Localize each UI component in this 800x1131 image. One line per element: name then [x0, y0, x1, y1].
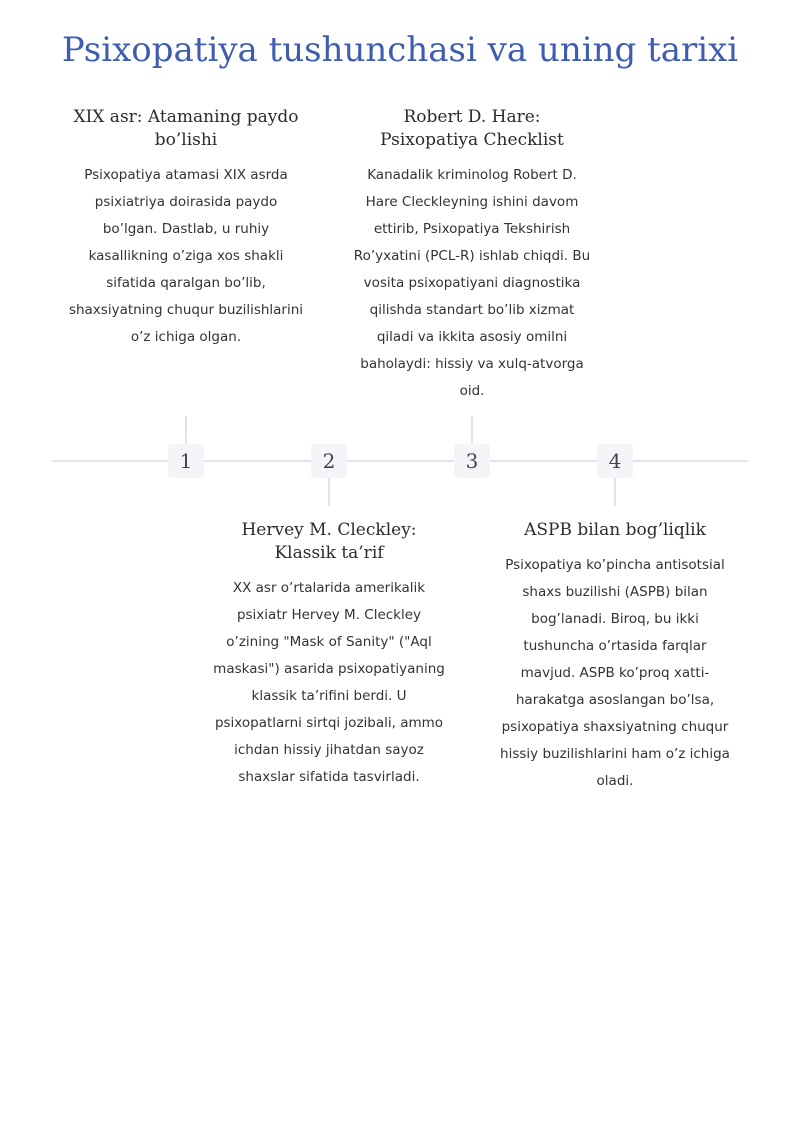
timeline-connector-2: [328, 478, 330, 506]
timeline-marker-2: 2: [311, 444, 347, 478]
timeline-connector-1: [185, 416, 187, 444]
timeline-event-2: [209, 519, 449, 791]
timeline-marker-4: 4: [597, 444, 633, 478]
event-title: XIX asr: Atamaning paydo bo’lishi: [73, 107, 299, 150]
event-text: Psixopatiya ko’pincha antisotsial shaxs buzilishi (ASPB) bilan bog’lanadi. Biroq, bu ikki tushuncha o’rtasida farqlar mavjud. ASPB ko’proq xatti-harakatga asoslangan bo’lsa, psixopatiya shaxsiyatning chuqur hissiy buzilishlarini ham o’z ichiga oladi.: [500, 557, 730, 789]
timeline-connector-4: [614, 478, 616, 506]
event-title: Hervey M. Cleckley: Klassik ta’rif: [241, 520, 417, 563]
timeline-connector-3: [471, 416, 473, 444]
page-title: Psixopatiya tushunchasi va uning tarixi: [61, 30, 739, 70]
event-title: ASPB bilan bog’liqlik: [524, 520, 706, 540]
event-text: Psixopatiya atamasi XIX asrda psixiatriya doirasida paydo bo’lgan. Dastlab, u ruhiy kasallikning o’ziga xos shakli sifatida qaralgan bo’lib, shaxsiyatning chuqur buzilishlarini o’z ichiga olgan.: [68, 167, 304, 345]
timeline-marker-1: 1: [168, 444, 204, 478]
event-text: XX asr o’rtalarida amerikalik psixiatr Hervey M. Cleckley o’zining "Mask of Sanity" ("Aql maskasi") asarida psixopatiyaning klassik ta’rifini berdi. U psixopatlarni sirtqi jozibali, ammo ichdan hissiy jihatdan sayoz shaxslar sifatida tasvirladi.: [213, 580, 445, 785]
timeline-event-1: [66, 106, 306, 351]
event-title: Robert D. Hare: Psixopatiya Checklist: [380, 107, 564, 150]
timeline-axis: [52, 460, 748, 462]
timeline-marker-3: 3: [454, 444, 490, 478]
event-text: Kanadalik kriminolog Robert D. Hare Cleckleyning ishini davom ettirib, Psixopatiya Tekshirish Ro’yxatini (PCL-R) ishlab chiqdi. Bu vosita psixopatiyani diagnostika qilishda standart bo’lib xizmat qiladi va ikkita asosiy omilni baholaydi: hissiy va xulq-atvorga oid.: [353, 167, 591, 399]
timeline-event-4: [495, 519, 735, 795]
timeline-event-3: [352, 106, 592, 405]
